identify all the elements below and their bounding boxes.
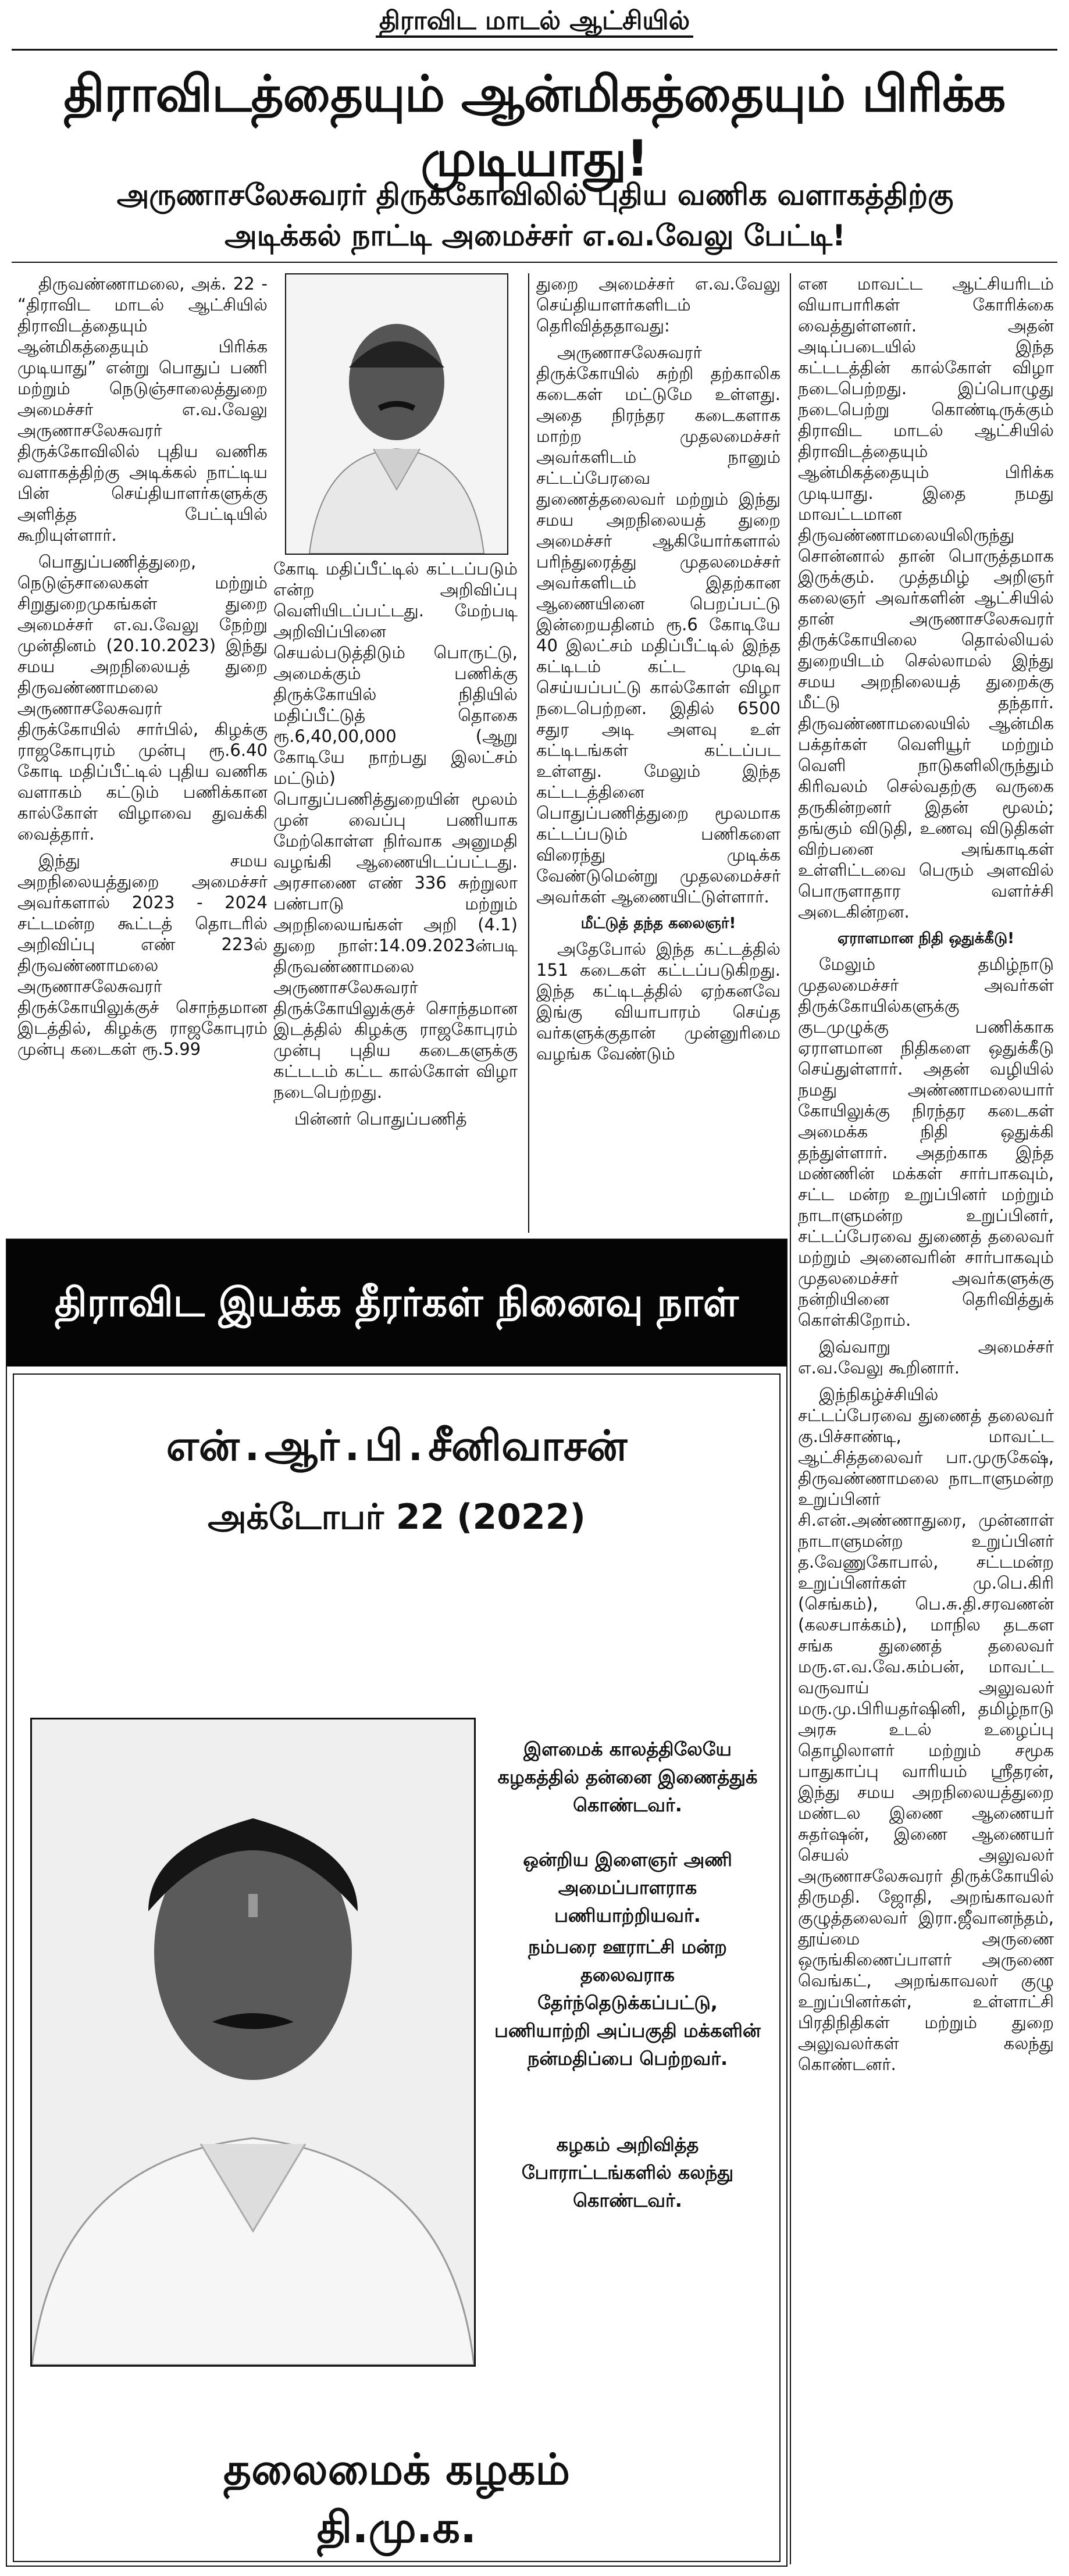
- memorial-footer-org: தலைமைக் கழகம்: [223, 2445, 571, 2495]
- section-subtitle: ஏராளமான நிதி ஒதுக்கீடு!: [837, 930, 1015, 947]
- memorial-banner: திராவிட இயக்க தீரர்கள் நினைவு நாள்: [7, 1240, 786, 1367]
- article-paragraph: துறை அமைச்சர் எ.வ.வேலு செய்தியாளர்களிடம் தெரிவித்ததாவது:: [536, 274, 781, 336]
- article-paragraph: திருவண்ணாமலை, அக். 22 - “திராவிட மாடல் ஆட்சியில் திராவிடத்தையும் ஆன்மிகத்தையும் பிரிக்க முடியாது” என்று பொதுப் பணி மற்றும் நெடுஞ்சாலைத்துறை அமைச்சர் எ.வ.வேலு அருணாசலேசுவரர் திருக்கோவிலில் புதிய வணிக வளாகத்திற்கு அடிக்கல் நாட்டிய பின் செய்தியாளர்களுக்கு அளித்த பேட்டியில் கூறியுள்ளார்.: [17, 274, 268, 545]
- article-column-2: [273, 558, 518, 1233]
- kicker: [0, 6, 1069, 41]
- article-paragraph: என மாவட்ட ஆட்சியரிடம் வியாபாரிகள் கோரிக்கை வைத்துள்ளனர். அதன் அடிப்படையில் இந்த கட்டடத்தின் கால்கோள் விழா நடைபெற்றது. இப்பொழுது நடைபெற்று கொண்டிருக்கும் திராவிட மாடல் ஆட்சியில் திராவிடத்தையும் ஆன்மிகத்தையும் பிரிக்க முடியாது. இதை நமது மாவட்டமான திருவண்ணாமலையிலிருந்து சொன்னால் தான் பொருத்தமாக இருக்கும். முத்தமிழ் அறிஞர் கலைஞர் அவர்களின் ஆட்சியில் தான் அருணாசலேசுவரர் திருக்கோயிலை தொல்லியல் துறையிடம் செல்லாமல் இந்து சமய அறநிலையத் துறைக்கு மீட்டு தந்தார். திருவண்ணாமலையில் ஆன்மிக பக்தர்கள் வெளியூர் மற்றும் வெளி நாடுகளிலிருந்தும் கிரிவலம் செல்வதற்கு வருகை தருகின்றனர் இதன் மூலம்; தங்கும் விடுதி, உணவு விடுதிகள் விற்பனை அங்காடிகள் உள்ளிட்டவை பெரும் அளவில் பொருளாதார வளர்ச்சி அடைகின்றன.: [798, 274, 1054, 922]
- article-column-3: [536, 273, 781, 1233]
- subheadline-line-2: அடிக்கல் நாட்டி அமைச்சர் எ.வ.வேலு பேட்டி!: [225, 219, 846, 252]
- memorial-bio-2: ஒன்றிய இளைஞர் அணி அமைப்பாளராக பணியாற்றியவர்.: [523, 1849, 732, 1926]
- article-column-1: [17, 273, 268, 1227]
- article-paragraph: இவ்வாறு அமைச்சர் எ.வ.வேலு கூறினார்.: [798, 1337, 1054, 1378]
- headline: திராவிடத்தையும் ஆன்மிகத்தையும் பிரிக்க முடியாது!: [63, 65, 1006, 188]
- column-divider: [790, 273, 791, 2564]
- section-subtitle: மீட்டுத் தந்த கலைஞர்!: [580, 915, 736, 932]
- memorial-date: அக்டோபர் 22 (2022): [208, 1497, 586, 1537]
- article-paragraph: மேலும் தமிழ்நாடு முதலமைச்சர் அவர்கள் திருக்கோயில்களுக்கு குடமுழுக்கு பணிக்காக ஏராளமான நிதிகளை ஒதுக்கீடு செய்துள்ளார். அதன் வழியில் நமது அண்ணாமலையார் கோயிலுக்கு நிரந்தர கடைகள் அமைக்க நிதி ஒதுக்கி தந்துள்ளார். அதற்காக இந்த மண்ணின் மக்கள் சார்பாகவும், சட்ட மன்ற உறுப்பினர் மற்றும் நாடாளுமன்ற உறுப்பினர், சட்டப்பேரவை துணைத் தலைவர் மற்றும் அனைவரின் சார்பாகவும் முதலமைச்சர் அவர்களுக்கு நன்றியினை தெரிவித்துக் கொள்கிறோம்.: [798, 954, 1054, 1330]
- article-paragraph: கோடி மதிப்பீட்டில் கட்டப்படும் என்ற அறிவிப்பு வெளியிடப்பட்டது. மேற்படி அறிவிப்பினை செயல்படுத்திடும் பொருட்டு, அமைக்கும் பணிக்கு திருக்கோயில் நிதியில் மதிப்பீட்டுத் தொகை ரூ.6,40,00,000 (ஆறு கோடியே நாற்பது இலட்சம் மட்டும்) பொதுப்பணித்துறையின் மூலம் முன் வைப்பு பணியாக மேற்கொள்ள நிர்வாக அனுமதி வழங்கி ஆணையிடப்பட்டது. அரசாணை எண் 336 சுற்றுலா பண்பாடு மற்றும் அறநிலையங்கள் அறி (4.1) துறை நாள்:14.09.2023ன்படி திருவண்ணாமலை அருணாசலேசுவரர் திருக்கோயிலுக்குச் சொந்தமான இடத்தில் கிழக்கு ராஜகோபுரம் முன்பு புதிய கடைகளுக்கு கட்டடம் கட்ட கால்கோள் விழா நடைபெற்றது.: [273, 559, 518, 1102]
- memorial-bio-3: நம்பரை ஊராட்சி மன்ற தலைவராக தேர்ந்தெடுக்கப்பட்டு, பணியாற்றி அப்பகுதி மக்களின் நன்மதிப்பை பெற்றவர்.: [494, 1936, 761, 2070]
- article-column-4: [798, 273, 1054, 2564]
- subheadline-divider: [12, 262, 1057, 263]
- memorial-photo: [30, 1718, 476, 2367]
- minister-portrait-icon: [286, 274, 507, 554]
- article-paragraph: அருணாசலேசுவரர் திருக்கோயில் சுற்றி தற்காலிக கடைகள் மட்டுமே உள்ளது. அதை நிரந்தர கடைகளாக மாற்ற முதலமைச்சர் அவர்களிடம் நானும் சட்டப்பேரவை துணைத்தலைவர் மற்றும் இந்து சமய அறநிலையத் துறை அமைச்சர் ஆகியோர்களால் பரிந்துரைத்து முதலமைச்சர் அவர்களிடம் இதற்கான ஆணையினை பெறப்பட்டு இன்றையதினம் ரூ.6 கோடியே 40 இலட்சம் மதிப்பீட்டில் இந்த கட்டிடம் கட்ட முடிவு செய்யப்பட்டு கால்கோள் விழா நடைபெற்றன. இதில் 6500 சதுர அடி அளவு உள் கட்டிடங்கள் கட்டப்பட உள்ளது. மேலும் இந்த கட்டடத்தினை பொதுப்பணித்துறை மூலமாக கட்டப்படும் பணிகளை விரைந்து முடிக்க வேண்டுமென்று முதலமைச்சர் அவர்கள் ஆணையிட்டுள்ளார்.: [536, 342, 781, 907]
- portrait-photo-icon: [32, 1719, 474, 2365]
- memorial-footer-party: தி.மு.க.: [316, 2503, 477, 2553]
- memorial-bio-4: கழகம் அறிவித்த போராட்டங்களில் கலந்து கொண்டவர்.: [521, 2133, 734, 2211]
- article-paragraph: இந்து சமய அறநிலையத்துறை அமைச்சர் அவர்களால் 2023 - 2024 சட்டமன்ற கூட்டத் தொடரில் அறிவிப்பு எண் 223ல் திருவண்ணாமலை அருணாசலேசுவரர் திருக்கோயிலுக்குச் சொந்தமான இடத்தில், கிழக்கு ராஜகோபுரம் முன்பு கடைகள் ரூ.5.99: [17, 851, 268, 1059]
- subheadline: [23, 174, 1047, 256]
- memorial-bio-1: இளமைக் காலத்திலேயே கழகத்தில் தன்னை இணைத்துக் கொண்டவர்.: [497, 1738, 758, 1816]
- memorial-notice: [6, 1239, 788, 2567]
- article-paragraph: பின்னர் பொதுப்பணித்: [294, 1109, 467, 1129]
- minister-photo: [285, 273, 508, 555]
- memorial-inner-frame: [13, 1373, 781, 2562]
- kicker-text: திராவிட மாடல் ஆட்சியில்: [376, 6, 693, 38]
- subheadline-line-1: அருணாசலேசுவரர் திருக்கோவிலில் புதிய வணிக வளாகத்திற்கு: [116, 178, 954, 212]
- kicker-divider: [12, 49, 1057, 51]
- memorial-name: என்.ஆர்.பி.சீனிவாசன்: [166, 1421, 628, 1470]
- article-paragraph: அதேபோல் இந்த கட்டத்தில் 151 கடைகள் கட்டப்படுகிறது. இந்த கட்டிடத்தில் ஏற்கனவே இங்கு வியாபாரம் செய்த வர்களுக்குதான் முன்னுரிமை வழங்க வேண்டும்: [536, 939, 781, 1064]
- article-paragraph: பொதுப்பணித்துறை, நெடுஞ்சாலைகள் மற்றும் சிறுதுறைமுகங்கள் துறை அமைச்சர் எ.வ.வேலு நேற்று முன்தினம் (20.10.2023) இந்து சமய அறநிலையத் துறை திருவண்ணாமலை அருணாசலேசுவரர் திருக்கோயில் சார்பில், கிழக்கு ராஜகோபுரம் முன்பு ரூ.6.40 கோடி மதிப்பீட்டில் புதிய வணிக வளாகம் கட்டும் பணிக்கான கால்கோள் விழாவை துவக்கி வைத்தார்.: [17, 552, 268, 844]
- column-divider: [528, 273, 529, 1233]
- article-paragraph: இந்நிகழ்ச்சியில் சட்டப்பேரவை துணைத் தலைவர் கு.பிச்சாண்டி, மாவட்ட ஆட்சித்தலைவர் பா.முருகேஷ், திருவண்ணாமலை நாடாளுமன்ற உறுப்பினர் சி.என்.அண்ணாதுரை, முன்னாள் நாடாளுமன்ற உறுப்பினர் த.வேணுகோபால், சட்டமன்ற உறுப்பினர்கள் மு.பெ.கிரி (செங்கம்), பெ.சு.தி.சரவணன் (கலசபாக்கம்), மாநில தடகள சங்க துணைத் தலைவர் மரு.எ.வ.வே.கம்பன், மாவட்ட வருவாய் அலுவலர் மரு.மு.பிரியதர்ஷினி, தமிழ்நாடு அரசு உடல் உழைப்பு தொழிலாளர் மற்றும் சமூக பாதுகாப்பு வாரியம் ஸ்ரீதரன், இந்து சமய அறநிலையத்துறை மண்டல இணை ஆணையர் சுதர்ஷன், இணை ஆணையர் செயல் அலுவலர் அருணாசலேசுவரர் திருக்கோயில் திருமதி. ஜோதி, அறங்காவலர் குழுத்தலைவர் இரா.ஜீவானந்தம், தூய்மை அருணை ஒருங்கிணைப்பாளர் அருணை வெங்கட், அறங்காவலர் குழு உறுப்பினர்கள், உள்ளாட்சி பிரதிநிதிகள் மற்றும் துறை அலுவலர்கள் கலந்து கொண்டனர்.: [798, 1385, 1054, 2074]
